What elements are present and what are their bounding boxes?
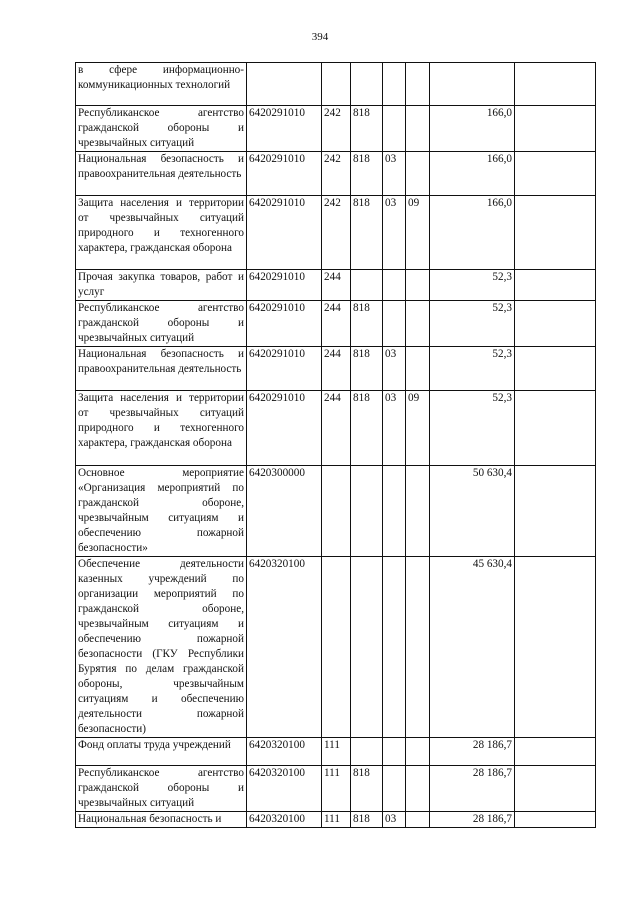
expense-type-cell: 111 — [322, 812, 351, 828]
target-article-cell: 6420291010 — [247, 152, 322, 196]
administrator-cell: 818 — [351, 106, 383, 152]
amount-cell: 52,3 — [430, 391, 515, 466]
blank-cell — [515, 301, 596, 347]
amount-cell — [430, 63, 515, 106]
target-article-cell: 6420320100 — [247, 766, 322, 812]
table-row — [76, 391, 596, 466]
amount-cell: 28 186,7 — [430, 812, 515, 828]
subsection-cell — [406, 466, 430, 557]
target-article-cell: 6420291010 — [247, 106, 322, 152]
blank-cell — [515, 766, 596, 812]
administrator-cell: 818 — [351, 766, 383, 812]
expense-type-cell: 244 — [322, 391, 351, 466]
table-row — [76, 152, 596, 196]
target-article-cell: 6420320100 — [247, 557, 322, 738]
blank-cell — [515, 391, 596, 466]
expense-type-cell: 242 — [322, 106, 351, 152]
item-name-cell: Фонд оплаты труда учреждений — [76, 738, 247, 766]
expense-type-cell: 111 — [322, 738, 351, 766]
budget-table — [75, 62, 596, 828]
page-number: 394 — [311, 31, 329, 43]
administrator-cell — [351, 738, 383, 766]
table-row — [76, 196, 596, 270]
subsection-cell — [406, 347, 430, 391]
table-row — [76, 347, 596, 391]
target-article-cell: 6420320100 — [247, 738, 322, 766]
section-cell — [383, 63, 406, 106]
item-name-cell: Республиканское агентство гражданской обороны и чрезвычайных ситуаций — [76, 301, 247, 347]
expense-type-cell: 111 — [322, 766, 351, 812]
table-row — [76, 270, 596, 301]
table-row — [76, 812, 596, 828]
blank-cell — [515, 106, 596, 152]
blank-cell — [515, 557, 596, 738]
subsection-cell — [406, 63, 430, 106]
item-name-cell: Основное мероприятие «Организация мероприятий по гражданской обороне, чрезвычайным ситуациям и обеспечению пожарной безопасности» — [76, 466, 247, 557]
section-cell — [383, 738, 406, 766]
blank-cell — [515, 270, 596, 301]
expense-type-cell — [322, 63, 351, 106]
administrator-cell: 818 — [351, 301, 383, 347]
amount-cell: 28 186,7 — [430, 738, 515, 766]
expense-type-cell — [322, 557, 351, 738]
blank-cell — [515, 738, 596, 766]
administrator-cell — [351, 466, 383, 557]
target-article-cell — [247, 63, 322, 106]
expense-type-cell: 244 — [322, 301, 351, 347]
blank-cell — [515, 63, 596, 106]
item-name-cell: Обеспечение деятельности казенных учреждений по организации мероприятий по гражданской обороне, чрезвычайным ситуациям и обеспечению пожарной безопасности (ГКУ Республики Бурятия по делам гражданской обороны, чрезвычайным ситуациям и обеспечению деятельности пожарной безопасности) — [76, 557, 247, 738]
expense-type-cell — [322, 466, 351, 557]
expense-type-cell: 242 — [322, 196, 351, 270]
administrator-cell: 818 — [351, 391, 383, 466]
section-cell: 03 — [383, 812, 406, 828]
expense-type-cell: 244 — [322, 347, 351, 391]
amount-cell: 28 186,7 — [430, 766, 515, 812]
table-row — [76, 557, 596, 738]
blank-cell — [515, 347, 596, 391]
section-cell: 03 — [383, 152, 406, 196]
amount-cell: 166,0 — [430, 196, 515, 270]
subsection-cell — [406, 270, 430, 301]
table-row — [76, 106, 596, 152]
target-article-cell: 6420291010 — [247, 391, 322, 466]
target-article-cell: 6420300000 — [247, 466, 322, 557]
administrator-cell — [351, 63, 383, 106]
section-cell — [383, 466, 406, 557]
subsection-cell — [406, 152, 430, 196]
item-name-cell: Прочая закупка товаров, работ и услуг — [76, 270, 247, 301]
administrator-cell: 818 — [351, 152, 383, 196]
administrator-cell: 818 — [351, 347, 383, 391]
item-name-cell: Защита населения и территории от чрезвычайных ситуаций природного и техногенного характера, гражданская оборона — [76, 196, 247, 270]
item-name-cell: в сфере информационно-коммуникационных технологий — [76, 63, 247, 106]
expense-type-cell: 242 — [322, 152, 351, 196]
target-article-cell: 6420291010 — [247, 347, 322, 391]
table-row — [76, 766, 596, 812]
amount-cell: 166,0 — [430, 152, 515, 196]
section-cell: 03 — [383, 196, 406, 270]
table-row — [76, 738, 596, 766]
section-cell — [383, 270, 406, 301]
section-cell — [383, 766, 406, 812]
table-row — [76, 466, 596, 557]
amount-cell: 166,0 — [430, 106, 515, 152]
amount-cell: 52,3 — [430, 270, 515, 301]
item-name-cell: Защита населения и территории от чрезвычайных ситуаций природного и техногенного характера, гражданская оборона — [76, 391, 247, 466]
amount-cell: 52,3 — [430, 347, 515, 391]
section-cell — [383, 106, 406, 152]
section-cell — [383, 301, 406, 347]
blank-cell — [515, 196, 596, 270]
subsection-cell: 09 — [406, 196, 430, 270]
subsection-cell — [406, 106, 430, 152]
blank-cell — [515, 812, 596, 828]
item-name-cell: Национальная безопасность и — [76, 812, 247, 828]
subsection-cell — [406, 812, 430, 828]
item-name-cell: Национальная безопасность и правоохранительная деятельность — [76, 152, 247, 196]
administrator-cell: 818 — [351, 196, 383, 270]
item-name-cell: Национальная безопасность и правоохранительная деятельность — [76, 347, 247, 391]
target-article-cell: 6420291010 — [247, 301, 322, 347]
subsection-cell — [406, 738, 430, 766]
subsection-cell — [406, 301, 430, 347]
administrator-cell — [351, 557, 383, 738]
section-cell: 03 — [383, 347, 406, 391]
target-article-cell: 6420291010 — [247, 196, 322, 270]
amount-cell: 52,3 — [430, 301, 515, 347]
blank-cell — [515, 466, 596, 557]
administrator-cell: 818 — [351, 812, 383, 828]
amount-cell: 45 630,4 — [430, 557, 515, 738]
target-article-cell: 6420320100 — [247, 812, 322, 828]
subsection-cell — [406, 766, 430, 812]
subsection-cell: 09 — [406, 391, 430, 466]
item-name-cell: Республиканское агентство гражданской обороны и чрезвычайных ситуаций — [76, 766, 247, 812]
table-row — [76, 63, 596, 106]
table-row — [76, 301, 596, 347]
target-article-cell: 6420291010 — [247, 270, 322, 301]
section-cell: 03 — [383, 391, 406, 466]
amount-cell: 50 630,4 — [430, 466, 515, 557]
subsection-cell — [406, 557, 430, 738]
administrator-cell — [351, 270, 383, 301]
blank-cell — [515, 152, 596, 196]
section-cell — [383, 557, 406, 738]
expense-type-cell: 244 — [322, 270, 351, 301]
item-name-cell: Республиканское агентство гражданской обороны и чрезвычайных ситуаций — [76, 106, 247, 152]
